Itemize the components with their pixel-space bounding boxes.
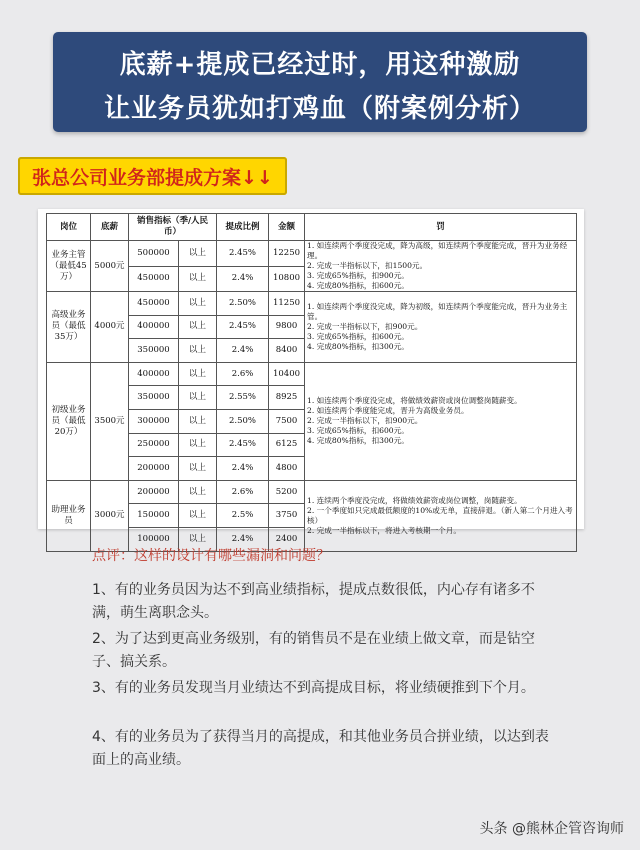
cell-amount: 10400 xyxy=(269,362,305,386)
cell-above: 以上 xyxy=(179,241,217,267)
cell-amount: 10800 xyxy=(269,266,305,292)
section-tag xyxy=(18,157,287,195)
cell-rate: 2.6% xyxy=(217,480,269,504)
title-line-2: 让业务员犹如打鸡血（附案例分析） xyxy=(103,94,536,124)
comment-point-4: 4、有的业务员为了获得当月的高提成，和其他业务员合拼业绩，以达到表面上的高业绩。 xyxy=(92,729,549,768)
table-row xyxy=(47,292,577,316)
header-position: 岗位 xyxy=(47,214,91,241)
cell-rate: 2.4% xyxy=(217,457,269,481)
header-base: 底薪 xyxy=(91,214,129,241)
cell-amount: 8925 xyxy=(269,386,305,410)
cell-above: 以上 xyxy=(179,409,217,433)
comment-point-2: 2、为了达到更高业务级别，有的销售员不是在业绩上做文章，而是钻空子、搞关系。 xyxy=(92,631,535,670)
cell-amount: 7500 xyxy=(269,409,305,433)
cell-above: 以上 xyxy=(179,315,217,339)
cell-amount: 3750 xyxy=(269,504,305,528)
cell-base: 3000元 xyxy=(91,480,129,551)
cell-rate: 2.4% xyxy=(217,527,269,551)
cell-target: 350000 xyxy=(129,339,179,363)
cell-amount: 6125 xyxy=(269,433,305,457)
section-tag-text: 张总公司业务部提成方案↓↓ xyxy=(32,166,273,189)
cell-position: 高级业务员（最低35万） xyxy=(47,292,91,363)
cell-above: 以上 xyxy=(179,362,217,386)
cell-penalty-rules: 1. 如连续两个季度没完成，降为初级，如连续两个季度能完成，晋升为业务主管。 2. 完成一半指标以下，扣900元。 3. 完成65%指标，扣600元。 4. 完成80%指标，扣300元。 xyxy=(305,292,577,363)
cell-above: 以上 xyxy=(179,457,217,481)
cell-amount: 8400 xyxy=(269,339,305,363)
cell-base: 5000元 xyxy=(91,241,129,292)
header-rate: 提成比例 xyxy=(217,214,269,241)
cell-amount: 4800 xyxy=(269,457,305,481)
cell-above: 以上 xyxy=(179,266,217,292)
cell-amount: 5200 xyxy=(269,480,305,504)
cell-above: 以上 xyxy=(179,504,217,528)
cell-above: 以上 xyxy=(179,386,217,410)
cell-rate: 2.45% xyxy=(217,241,269,267)
cell-penalty-rules: 1. 连续两个季度没完成，将做绩效薪资或岗位调整，岗随薪变。 2. 一个季度如只完成最低额度的10%或无单，直接辞退。（新人第二个月进入考核） 2. 完成一半指标以下，将进入考核期一个月。 xyxy=(305,480,577,551)
cell-amount: 9800 xyxy=(269,315,305,339)
comment-point-1: 1、有的业务员因为达不到高业绩指标，提成点数很低，内心存有诸多不满，萌生离职念头。 xyxy=(92,582,535,621)
cell-target: 350000 xyxy=(129,386,179,410)
cell-penalty-rules: 1. 如连续两个季度没完成，将做绩效薪资或岗位调整岗随薪变。 2. 如连续两个季度能完成，晋升为高级业务员。 2. 完成一半指标以下，扣900元。 3. 完成65%指标，扣600元。 4. 完成80%指标，扣300元。 xyxy=(305,362,577,480)
cell-rate: 2.4% xyxy=(217,339,269,363)
cell-position: 助理业务员 xyxy=(47,480,91,551)
cell-above: 以上 xyxy=(179,480,217,504)
cell-base: 4000元 xyxy=(91,292,129,363)
table-row xyxy=(47,362,577,386)
cell-target: 200000 xyxy=(129,480,179,504)
cell-position: 业务主管（最低45万） xyxy=(47,241,91,292)
table-row xyxy=(47,241,577,267)
cell-target: 400000 xyxy=(129,315,179,339)
cell-target: 150000 xyxy=(129,504,179,528)
cell-above: 以上 xyxy=(179,339,217,363)
cell-rate: 2.6% xyxy=(217,362,269,386)
commission-table-card xyxy=(38,209,584,544)
cell-target: 100000 xyxy=(129,527,179,551)
cell-above: 以上 xyxy=(179,433,217,457)
header-penalty: 罚 xyxy=(305,214,577,241)
cell-target: 500000 xyxy=(129,241,179,267)
title-line-1: 底薪+提成已经过时，用这种激励 xyxy=(119,50,521,80)
cell-rate: 2.55% xyxy=(217,386,269,410)
cell-amount: 2400 xyxy=(269,527,305,551)
table-header-row xyxy=(47,214,577,241)
cell-target: 450000 xyxy=(129,266,179,292)
title-banner xyxy=(53,32,587,132)
cell-target: 300000 xyxy=(129,409,179,433)
cell-amount: 12250 xyxy=(269,241,305,267)
cell-rate: 2.50% xyxy=(217,409,269,433)
header-target: 销售指标（季/人民币） xyxy=(129,214,217,241)
cell-above: 以上 xyxy=(179,527,217,551)
header-amount: 金额 xyxy=(269,214,305,241)
commission-table xyxy=(46,213,577,552)
cell-rate: 2.50% xyxy=(217,292,269,316)
cell-amount: 11250 xyxy=(269,292,305,316)
comment-title: 点评：这样的设计有哪些漏洞和问题？ xyxy=(92,548,330,564)
cell-position: 初级业务员（最低20万） xyxy=(47,362,91,480)
cell-target: 400000 xyxy=(129,362,179,386)
cell-target: 250000 xyxy=(129,433,179,457)
comment-point-3: 3、有的业务员发现当月业绩达不到高提成目标，将业绩硬推到下个月。 xyxy=(92,680,535,696)
table-row xyxy=(47,480,577,504)
cell-target: 200000 xyxy=(129,457,179,481)
cell-rate: 2.4% xyxy=(217,266,269,292)
cell-above: 以上 xyxy=(179,292,217,316)
cell-base: 3500元 xyxy=(91,362,129,480)
cell-target: 450000 xyxy=(129,292,179,316)
footer-watermark: 头条 @熊林企管咨询师 xyxy=(479,821,624,837)
cell-rate: 2.5% xyxy=(217,504,269,528)
cell-rate: 2.45% xyxy=(217,315,269,339)
cell-penalty-rules: 1. 如连续两个季度没完成，降为高级，如连续两个季度能完成，晋升为业务经理。 2. 完成一半指标以下，扣1500元。 3. 完成65%指标，扣900元。 4. 完成80%指标，扣600元。 xyxy=(305,241,577,292)
cell-rate: 2.45% xyxy=(217,433,269,457)
